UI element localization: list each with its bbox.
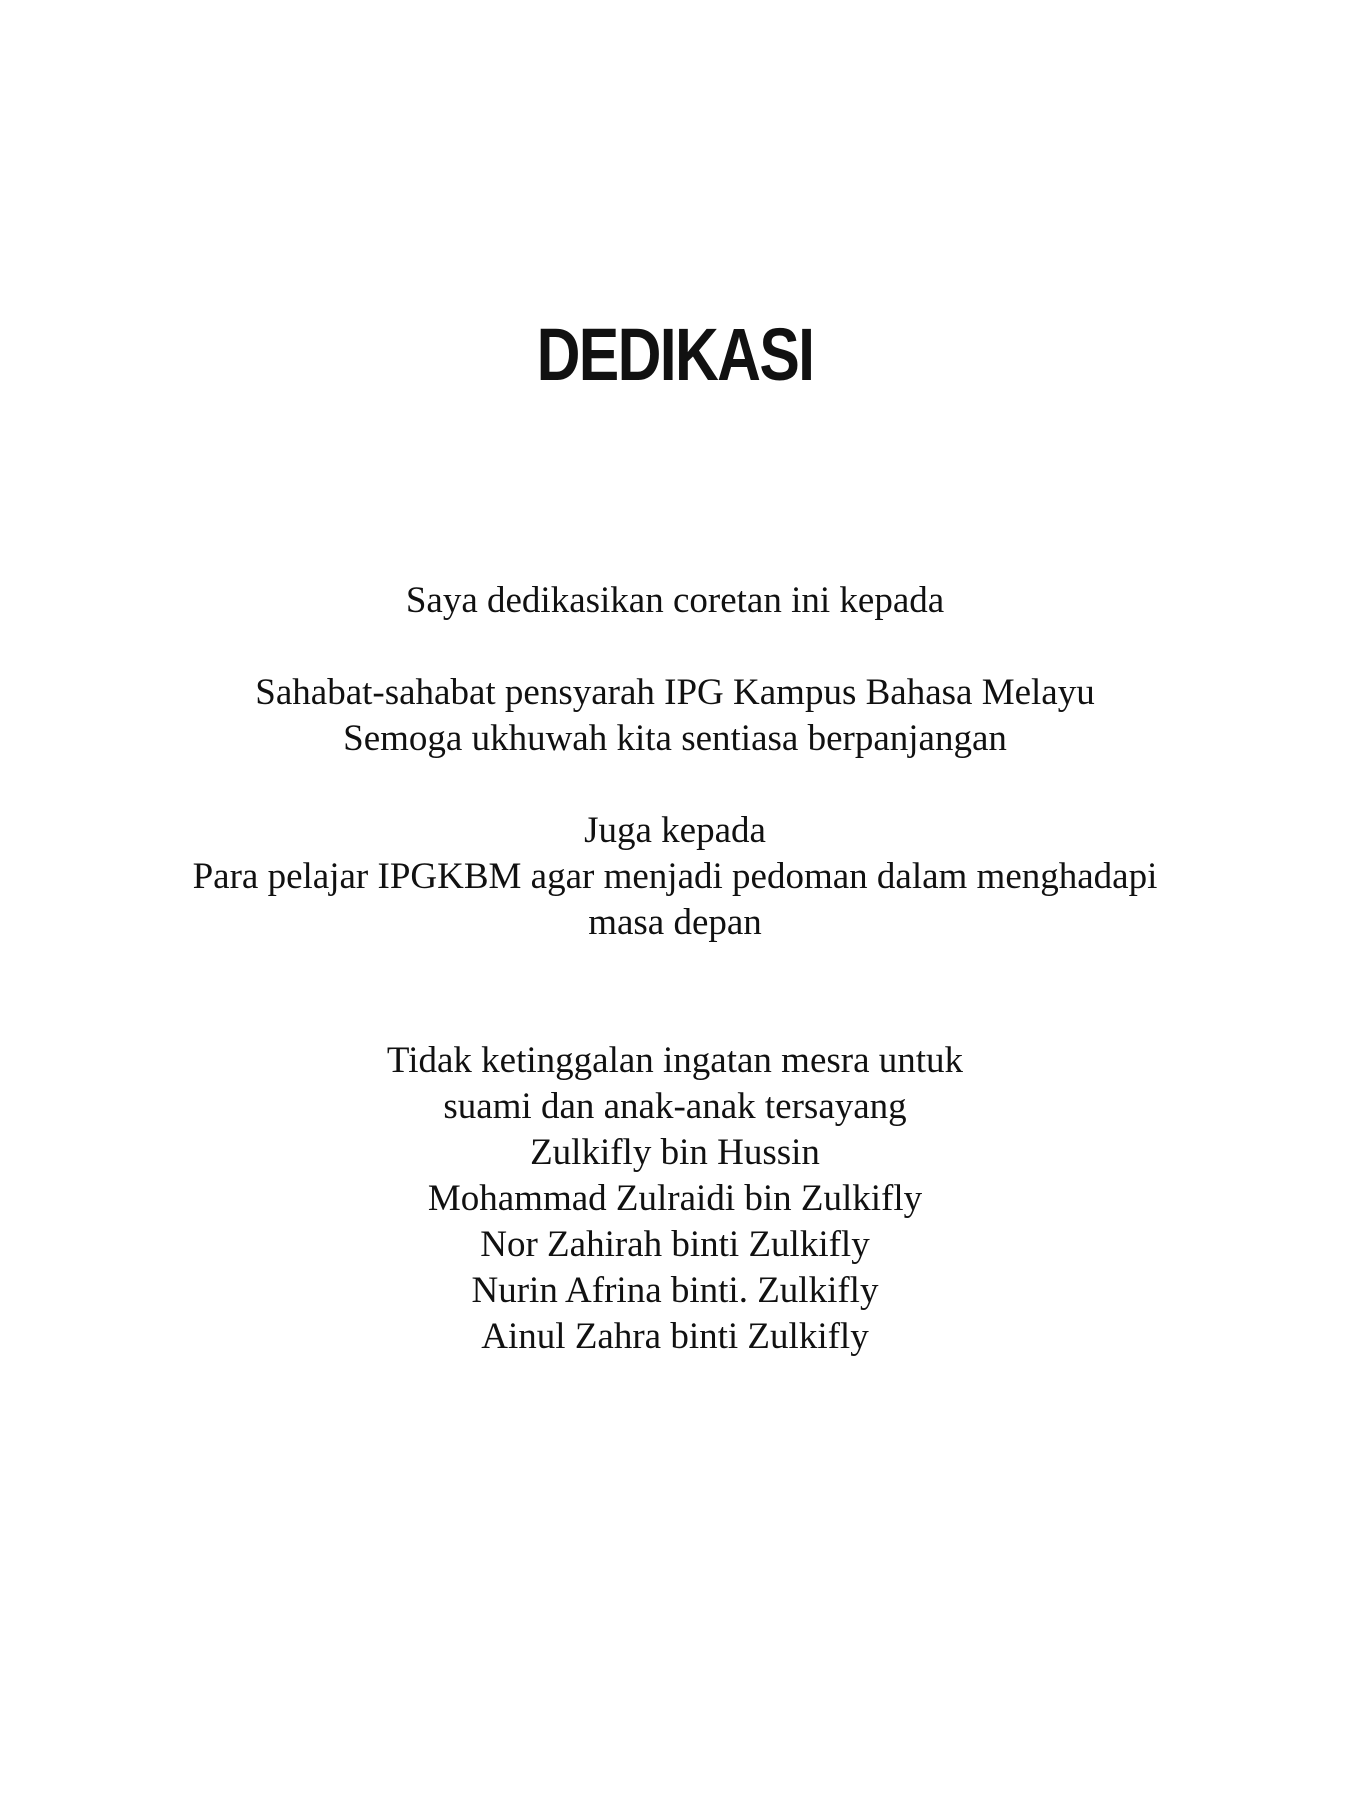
family-name: Nor Zahirah binti Zulkifly	[480, 1224, 870, 1265]
paragraph-line: Juga kepada	[584, 810, 766, 851]
family-name: Zulkifly bin Hussin	[530, 1132, 820, 1173]
dedication-body	[60, 578, 1290, 1360]
paragraph-line: Semoga ukhuwah kita sentiasa berpanjangan	[343, 718, 1007, 759]
page-title: DEDIKASI	[536, 313, 814, 396]
paragraph-students	[60, 808, 1290, 946]
spacer	[60, 946, 1290, 1038]
paragraph-line: Tidak ketinggalan ingatan mesra untuk	[386, 1040, 964, 1081]
paragraph-line: masa depan	[588, 902, 762, 943]
paragraph-line: Sahabat-sahabat pensyarah IPG Kampus Bahasa Melayu	[255, 672, 1095, 713]
paragraph-family	[60, 1038, 1290, 1360]
family-name: Ainul Zahra binti Zulkifly	[481, 1316, 869, 1357]
spacer	[60, 762, 1290, 808]
intro-line: Saya dedikasikan coretan ini kepada	[405, 580, 945, 621]
family-name: Mohammad Zulraidi bin Zulkifly	[427, 1178, 923, 1219]
spacer	[60, 624, 1290, 670]
family-name: Nurin Afrina binti. Zulkifly	[471, 1270, 879, 1311]
paragraph-line: Para pelajar IPGKBM agar menjadi pedoman dalam menghadapi	[192, 856, 1158, 897]
paragraph-lecturers	[60, 670, 1290, 762]
paragraph-line: suami dan anak-anak tersayang	[443, 1086, 907, 1127]
